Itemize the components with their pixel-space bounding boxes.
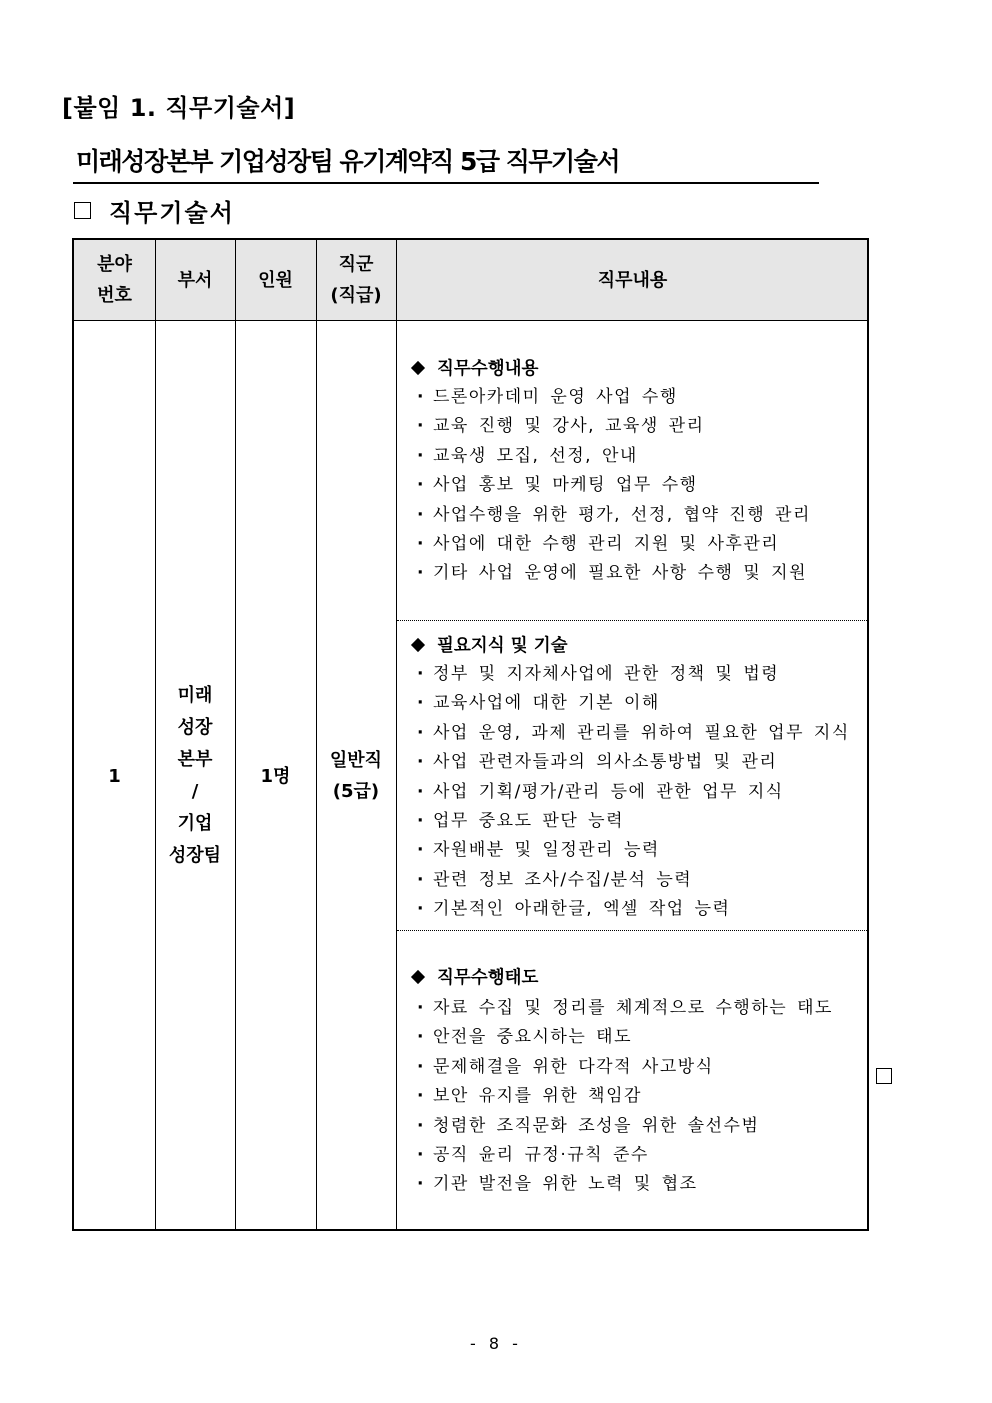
- header-field-no-line1: 분야: [97, 254, 132, 275]
- department-line: 본부: [177, 749, 213, 770]
- grade-line1: 일반직: [329, 750, 383, 771]
- grade-line2: (5급): [332, 781, 380, 802]
- section-heading: [74, 193, 235, 228]
- headcount-cell: [235, 321, 316, 1231]
- duty-section-knowledge: [397, 621, 869, 930]
- list-item: · 사업 운영, 과제 관리를 위하여 필요한 업무 지식: [417, 719, 850, 748]
- document-title: 미래성장본부 기업성장팀 유기계약직 5급 직무기술서: [76, 147, 620, 176]
- diamond-bullet-icon: [411, 969, 425, 983]
- list-item: · 공직 윤리 규정·규칙 준수: [417, 1141, 833, 1170]
- department-line: 성장팀: [168, 845, 222, 866]
- duty-heading-text: 필요지식 및 기술: [437, 636, 568, 656]
- diamond-bullet-icon: [411, 637, 425, 651]
- department-cell: [155, 321, 235, 1231]
- list-item: · 사업수행을 위한 평가, 선정, 협약 진행 관리: [417, 501, 811, 530]
- title-underline: [73, 182, 819, 184]
- margin-square-icon: [876, 1068, 892, 1084]
- list-item: · 자료 수집 및 정리를 체계적으로 수행하는 태도: [417, 994, 833, 1023]
- list-item: · 문제해결을 위한 다각적 사고방식: [417, 1053, 833, 1082]
- list-item: · 기타 사업 운영에 필요한 사항 수행 및 지원: [417, 559, 811, 588]
- list-item: · 교육 진행 및 강사, 교육생 관리: [417, 412, 811, 441]
- duty-list: [417, 383, 811, 589]
- duty-list: [417, 660, 850, 925]
- department-line: /: [191, 781, 199, 802]
- duty-section-heading: [411, 964, 538, 989]
- header-grade-line2: (직급): [330, 285, 382, 306]
- list-item: · 사업 홍보 및 마케팅 업무 수행: [417, 471, 811, 500]
- header-grade-line1: 직군: [338, 254, 374, 275]
- duty-heading-text: 직무수행태도: [437, 968, 539, 988]
- list-item: · 사업 관련자들과의 의사소통방법 및 관리: [417, 748, 850, 777]
- grade-cell: [316, 321, 396, 1231]
- department-line: 미래: [177, 685, 213, 706]
- headcount-value: 1명: [260, 765, 291, 787]
- list-item: · 업무 중요도 판단 능력: [417, 807, 850, 836]
- field-no-value: 1: [108, 765, 121, 787]
- list-item: · 기관 발전을 위한 노력 및 협조: [417, 1170, 833, 1199]
- list-item: · 관련 정보 조사/수집/분석 능력: [417, 866, 850, 895]
- square-bullet-icon: [74, 202, 91, 219]
- header-headcount-text: 인원: [258, 269, 293, 291]
- duty-section-performance: [397, 321, 869, 620]
- duty-section-heading: [411, 355, 538, 380]
- list-item: · 드론아카데미 운영 사업 수행: [417, 383, 811, 412]
- section-heading-text: 직무기술서: [109, 199, 235, 227]
- header-duties-text: 직무내용: [597, 269, 668, 291]
- duty-section-attitude: [397, 931, 869, 1231]
- header-headcount: [235, 240, 316, 320]
- list-item: · 보안 유지를 위한 책임감: [417, 1082, 833, 1111]
- duty-section-heading: [411, 632, 568, 657]
- list-item: · 교육사업에 대한 기본 이해: [417, 689, 850, 718]
- header-field-no-line2: 번호: [97, 285, 132, 306]
- list-item: · 청렴한 조직문화 조성을 위한 솔선수범: [417, 1112, 833, 1141]
- list-item: · 기본적인 아래한글, 엑셀 작업 능력: [417, 895, 850, 924]
- list-item: · 자원배분 및 일정관리 능력: [417, 836, 850, 865]
- diamond-bullet-icon: [411, 360, 425, 374]
- list-item: · 사업 기획/평가/관리 등에 관한 업무 지식: [417, 778, 850, 807]
- job-description-table: [72, 238, 869, 1231]
- department-line: 성장: [177, 717, 213, 738]
- list-item: · 정부 및 지자체사업에 관한 정책 및 법령: [417, 660, 850, 689]
- header-grade: [316, 240, 396, 320]
- page-number: - 8 -: [470, 1334, 522, 1353]
- list-item: · 교육생 모집, 선정, 안내: [417, 442, 811, 471]
- header-department-text: 부서: [177, 269, 213, 291]
- header-duties: [396, 240, 869, 320]
- list-item: · 안전을 중요시하는 태도: [417, 1023, 833, 1052]
- field-no-cell: [74, 321, 155, 1231]
- attachment-label: [붙임 1. 직무기술서]: [62, 94, 296, 122]
- department-line: 기업: [177, 813, 213, 834]
- duty-heading-text: 직무수행내용: [437, 359, 539, 379]
- list-item: · 사업에 대한 수행 관리 지원 및 사후관리: [417, 530, 811, 559]
- duty-list: [417, 994, 833, 1200]
- header-department: [155, 240, 235, 320]
- header-field-no: [74, 240, 155, 320]
